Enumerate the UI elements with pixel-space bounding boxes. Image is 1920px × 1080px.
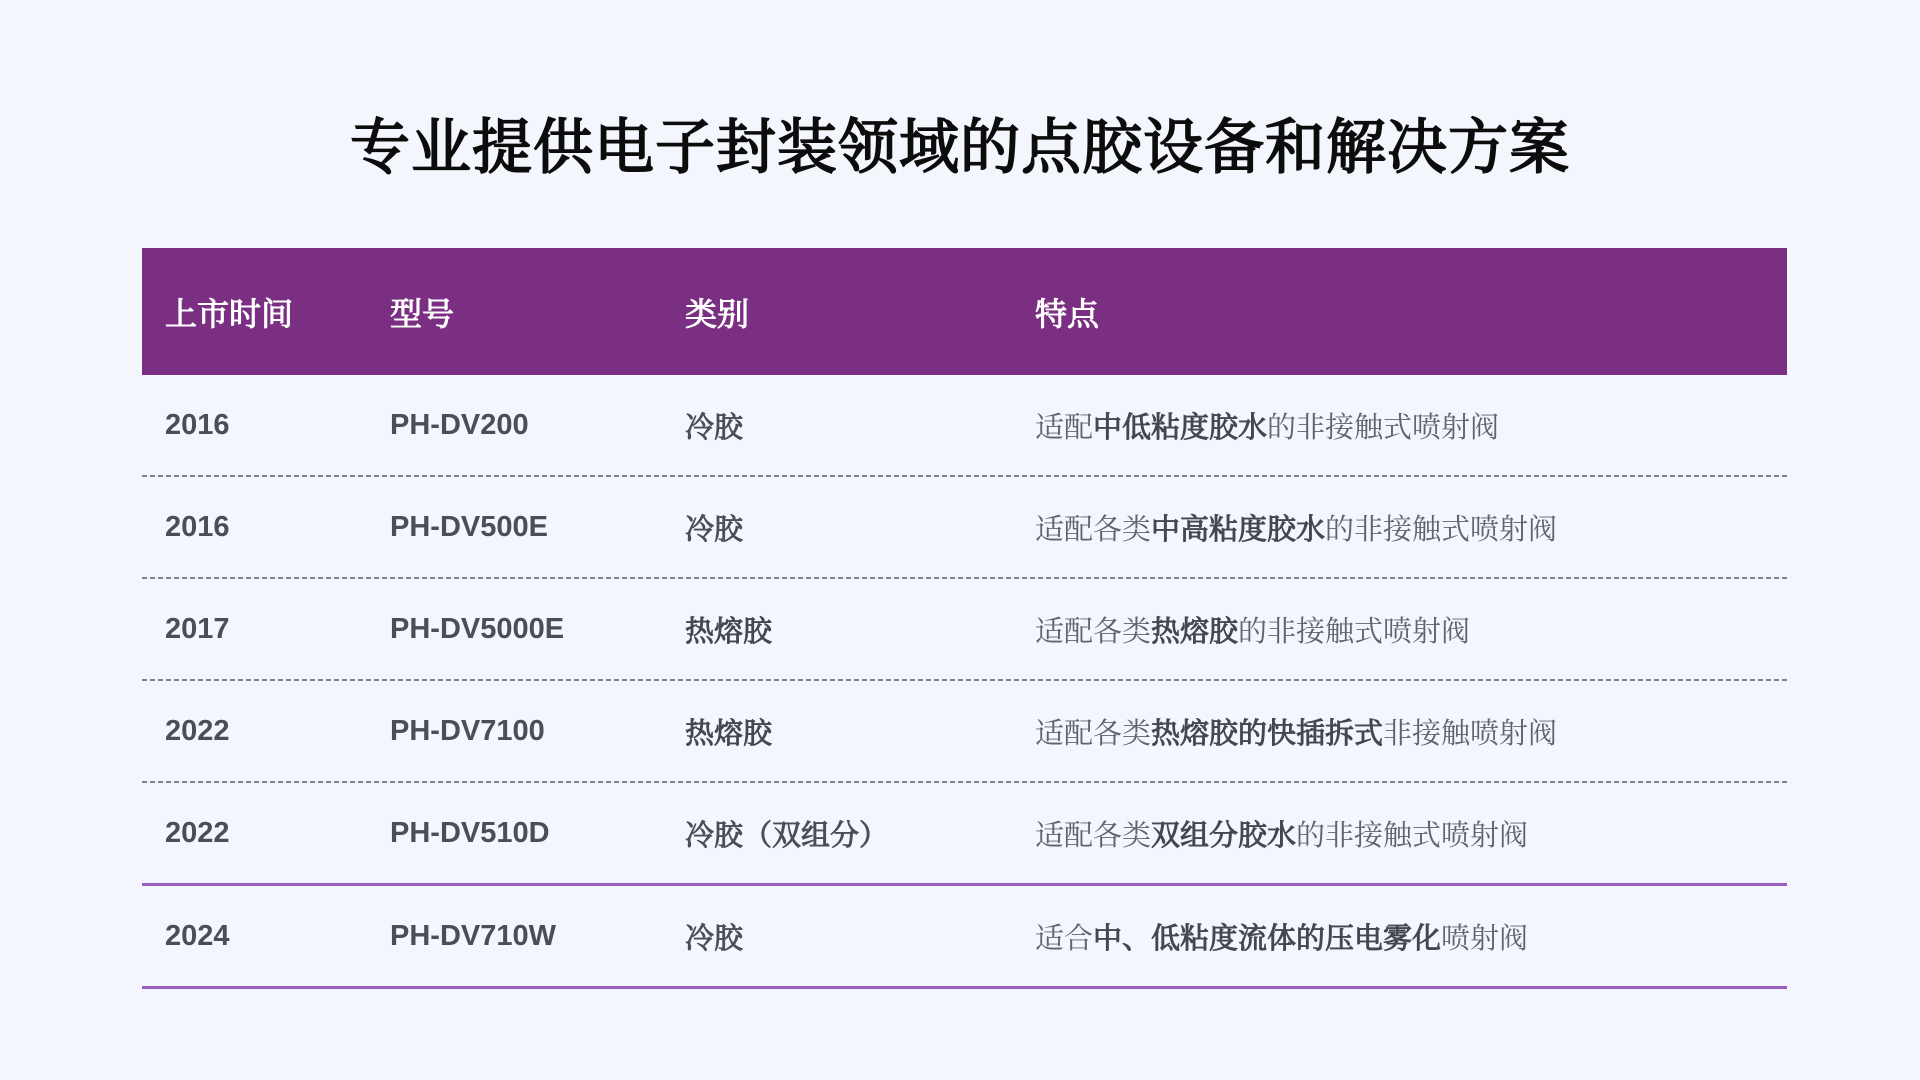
category-cell: 冷胶（双组分） — [685, 819, 889, 852]
feature-text-bold: 热熔胶 — [1151, 615, 1239, 648]
feature-text: 的非接触式喷射阀 — [1267, 411, 1500, 444]
category-cell: 冷胶 — [685, 513, 744, 546]
feature-text: 适合 — [1035, 922, 1094, 955]
table-row — [142, 681, 1787, 781]
product-table — [142, 248, 1787, 989]
table-row — [142, 477, 1787, 577]
page-title: 专业提供电子封装领域的点胶设备和解决方案 — [350, 114, 1570, 181]
feature-text-bold: 双组分胶水 — [1151, 819, 1297, 852]
feature-text: 适配各类 — [1035, 615, 1152, 648]
launch-year-cell: 2017 — [165, 612, 230, 645]
feature-text: 适配各类 — [1035, 717, 1152, 750]
model-cell: PH-DV710W — [390, 919, 556, 952]
header-features: 特点 — [1035, 295, 1100, 332]
feature-text-bold: 中低粘度胶水 — [1093, 411, 1268, 444]
feature-text: 适配各类 — [1035, 819, 1152, 852]
model-cell: PH-DV5000E — [390, 612, 565, 645]
model-cell: PH-DV200 — [390, 408, 529, 441]
launch-year-cell: 2022 — [165, 816, 230, 849]
feature-text: 非接触喷射阀 — [1383, 717, 1558, 750]
category-cell: 热熔胶 — [685, 717, 773, 750]
model-cell: PH-DV510D — [390, 816, 550, 849]
launch-year-cell: 2024 — [165, 919, 230, 952]
header-category: 类别 — [685, 295, 750, 332]
feature-text: 适配各类 — [1035, 513, 1152, 546]
feature-text-bold: 中高粘度胶水 — [1151, 513, 1326, 546]
feature-text-bold: 热熔胶的快插拆式 — [1151, 717, 1384, 750]
feature-text: 的非接触式喷射阀 — [1325, 513, 1558, 546]
table-bottom-border — [142, 986, 1787, 989]
feature-cell — [1035, 916, 1787, 957]
header-launch-time: 上市时间 — [165, 295, 294, 332]
launch-year-cell: 2016 — [165, 510, 230, 543]
table-row — [142, 375, 1787, 475]
feature-text: 适配 — [1035, 411, 1094, 444]
feature-cell — [1035, 405, 1787, 446]
category-cell: 热熔胶 — [685, 615, 773, 648]
category-cell: 冷胶 — [685, 411, 744, 444]
launch-year-cell: 2016 — [165, 408, 230, 441]
table-header-row — [142, 248, 1787, 375]
table-row — [142, 783, 1787, 883]
table-row — [142, 579, 1787, 679]
feature-cell — [1035, 609, 1787, 650]
model-cell: PH-DV500E — [390, 510, 548, 543]
feature-cell — [1035, 507, 1787, 548]
table-row — [142, 886, 1787, 986]
feature-text-bold: 中、低粘度流体的压电雾化 — [1093, 922, 1442, 955]
feature-text: 喷射阀 — [1441, 922, 1529, 955]
feature-cell — [1035, 711, 1787, 752]
category-cell: 冷胶 — [685, 922, 744, 955]
feature-cell — [1035, 813, 1787, 854]
launch-year-cell: 2022 — [165, 714, 230, 747]
model-cell: PH-DV7100 — [390, 714, 545, 747]
feature-text: 的非接触式喷射阀 — [1238, 615, 1471, 648]
header-model: 型号 — [390, 295, 455, 332]
feature-text: 的非接触式喷射阀 — [1296, 819, 1529, 852]
